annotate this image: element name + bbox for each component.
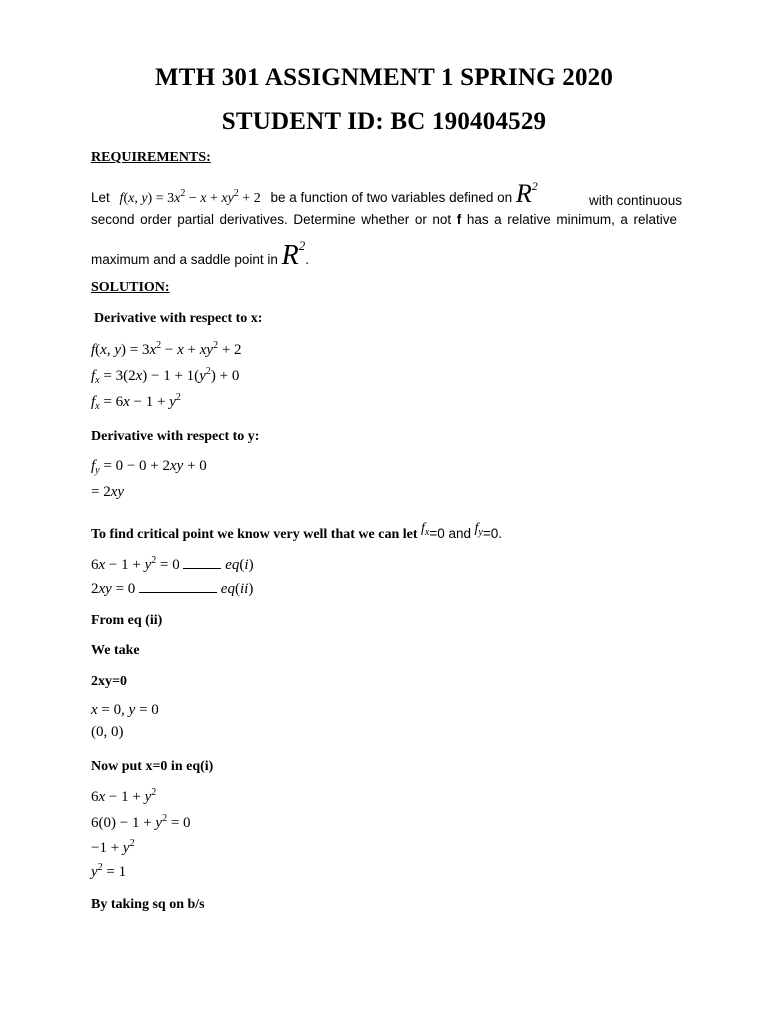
assignment-title: MTH 301 ASSIGNMENT 1 SPRING 2020 xyxy=(154,64,614,91)
requirements-paragraph xyxy=(91,179,683,271)
r-squared-symbol: $R^2$ xyxy=(515,179,538,208)
from-eq-ii: From eq (ii) xyxy=(91,613,163,628)
eq-step-1: $6x - 1 + y^2$ xyxy=(91,787,157,805)
critical-point-line: To find critical point we know very well that we can let $f_x=0$ and $f_y=0$. xyxy=(91,521,503,542)
solution-heading: SOLUTION: xyxy=(91,280,170,295)
function-definition: f(x, $y) = 3x^2 - x + xy^2 + 2$ xyxy=(119,188,261,206)
eq-i: $6x - 1 + y^2 = 0$ eq(i) xyxy=(91,555,254,573)
put-x-zero: Now put x=0 in eq(i) xyxy=(91,759,214,774)
eq-ii: 2xy = 0 eq(ii) xyxy=(91,581,254,597)
eq-fy-2: = 2xy xyxy=(91,484,125,500)
requirements-line-2: second order partial derivatives. Determine whether or not f has a relative minimum, a relative xyxy=(91,212,678,227)
eq-fxy: f(x, $y) = 3x^2 - x + xy^2 + 2$ xyxy=(91,340,242,358)
eq-step-3: $-1 + y^2$ xyxy=(91,838,135,856)
dy-heading: Derivative with respect to y: xyxy=(91,429,260,444)
student-id: STUDENT ID: BC 190404529 xyxy=(221,108,547,135)
eq-x0-y0: x = 0, y = 0 xyxy=(91,702,159,718)
f-bold: f xyxy=(456,212,462,227)
we-take: We take xyxy=(91,643,140,658)
r-squared-symbol-2: $R^2$ xyxy=(281,238,306,271)
continuation-with-continuous: with continuous xyxy=(589,193,683,208)
requirements-heading: REQUIREMENTS: xyxy=(91,150,211,165)
xy-equation: 2xy=0 xyxy=(91,674,127,689)
eq-fy-1: $f_y = 0 - 0 + 2xy + 0$ xyxy=(91,458,207,476)
eq-step-4: $y^2 = 1$ xyxy=(91,862,127,880)
requirements-text-a: be a function of two variables defined on xyxy=(270,190,513,205)
eq-step-2: $6(0) - 1 + y^2 = 0$ xyxy=(91,813,191,831)
eq-origin: (0, 0) xyxy=(91,724,124,740)
dx-heading: Derivative with respect to x: xyxy=(94,311,263,326)
requirements-line-3: maximum and a saddle point in $R^2$. xyxy=(91,238,309,271)
let-word: Let xyxy=(91,190,110,205)
taking-sq: By taking sq on b/s xyxy=(91,897,205,912)
eq-fx-2: $f_x = 6x - 1 + y^2$ xyxy=(91,392,181,412)
eq-fx-1: $f_x = 3(2x) - 1 + 1(y^2) + 0$ xyxy=(91,366,240,386)
